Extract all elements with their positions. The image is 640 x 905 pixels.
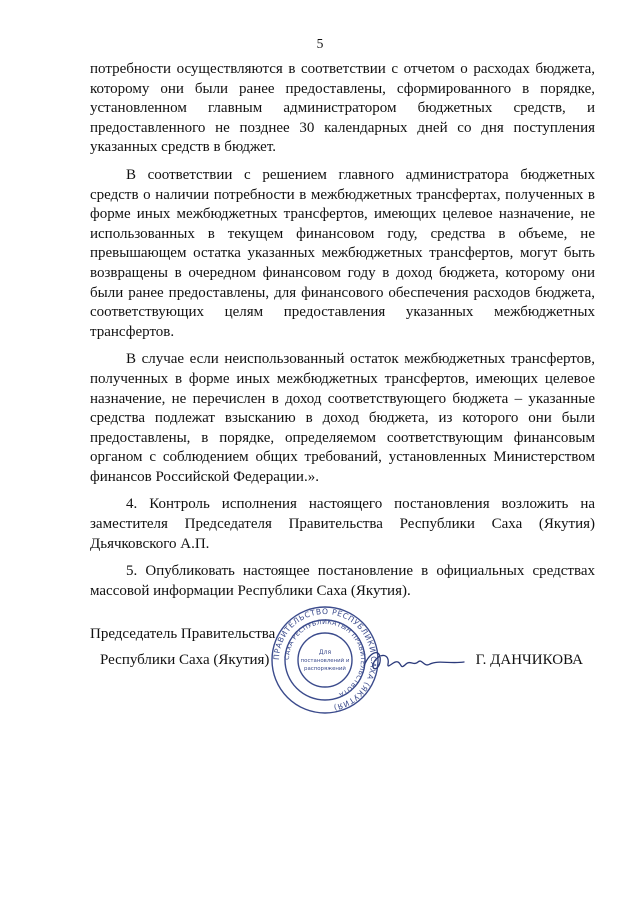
paragraph: 4. Контроль исполнения настоящего постановления возложить на заместителя Председателя Правительства Республики Саха (Якутия) Дьячковского А.П. <box>90 496 595 552</box>
seal-inner-text: САХА РЕСПУБЛИКАТЫН ПРАВИТЕЛЬСТВОТА <box>282 617 368 699</box>
paragraph: потребности осуществляются в соответствии с отчетом о расходах бюджета, которому они были ранее предоставлены, сформированного в порядке, установленном главным администратором бюджетных средств, и предоставленного не позднее 30 календарных дней со дня поступления указанных средств в бюджет. <box>90 61 595 156</box>
paragraph: 5. Опубликовать настоящее постановление в официальных средствах массовой информации Республики Саха (Якутия). <box>90 563 595 599</box>
paragraph: В случае если неиспользованный остаток межбюджетных трансфертов, полученных в форме иных межбюджетных трансфертов, имеющих целевое назначение, не перечислен в доход соответствующего бюджета – указанные средства подлежат взысканию в доход бюджета, из которого они были предоставлены, в порядке, определяемом соответствующим финансовым органом с соблюдением общих требований, установленных Министерством финансов Российской Федерации.». <box>90 351 595 485</box>
paragraph: В соответствии с решением главного администратора бюджетных средств о наличии потребности в межбюджетных трансфертах, полученных в форме иных межбюджетных трансфертов, имеющих целевое назначение, не использованных в текущем финансовом году, средства в объеме, не превышающем остатка указанных межбюджетных трансфертов, могут быть возвращены в очередном финансовом году в доход бюджета, которому они были ранее предоставлены, для финансового обеспечения расходов бюджета, соответствующих целям предоставления указанных межбюджетных трансфертов. <box>90 166 595 340</box>
seal-outer-text: ПРАВИТЕЛЬСТВО РЕСПУБЛИКИ САХА (ЯКУТИЯ) <box>271 606 379 713</box>
document-body <box>90 60 595 609</box>
handwritten-signature <box>360 640 470 680</box>
signatory-title: Председатель Правительства <box>90 626 276 642</box>
seal-center-line2: постановлений и <box>300 658 350 664</box>
seal-center-line1: Для <box>318 649 332 656</box>
page-number: 5 <box>316 36 324 51</box>
seal-center-line3: распоряжений <box>304 666 346 672</box>
signatory-name: Г. ДАНЧИКОВА <box>475 652 583 668</box>
signatory-title-line2: Республики Саха (Якутия) <box>100 652 270 668</box>
